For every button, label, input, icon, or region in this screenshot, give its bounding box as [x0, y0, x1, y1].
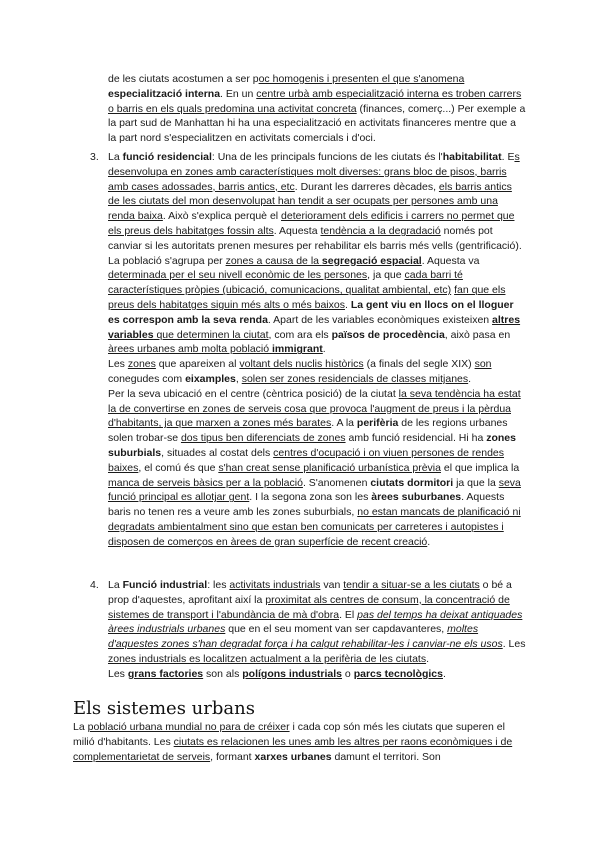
bold-term: altres variables	[108, 313, 521, 341]
bold-term: Funció industrial	[122, 579, 208, 591]
bold-term: grans factories	[127, 667, 204, 680]
list-item-industrial	[90, 578, 526, 682]
text-span: . Això s'explica perquè el	[162, 210, 282, 223]
text-span: només pot canviar si les autoritats prenen mesures per rehabilitar els barris més vells (gentrificació).	[108, 224, 522, 252]
italic-underlined-text: moltes d'aquestes zones s'han degradat força i ha calgut rehabilitar-les i canviar-ne els usos	[108, 623, 503, 651]
text-span: .	[468, 372, 472, 385]
text-span: , el comú és que	[138, 461, 219, 474]
underlined-text: els barris antics de les ciutats del mon desenvolupat han tendit a ser ocupats per persones amb una renda baixa	[108, 180, 512, 223]
text-span: .	[322, 343, 326, 356]
text-span: . Apart de les variables econòmiques existeixen	[267, 313, 493, 326]
text-span: , situades al costat dels	[161, 446, 274, 459]
text-span: : Una de les principals funcions de les ciutats és l'	[211, 151, 443, 163]
text-span: (a finals del segle XIX)	[363, 358, 475, 371]
italic-underlined-text: pas del temps ha deixat antiquades àrees industrials urbanes	[108, 608, 523, 636]
text-span: ,	[235, 372, 242, 385]
text-span: . Durant les darreres dècades,	[294, 180, 439, 193]
underlined-text: cada barri té característiques pròpies (ubicació, comunicacions, qualitat ambiental, etc)	[108, 269, 463, 297]
list-number: 4.	[90, 579, 99, 591]
underlined-text: zones industrials es localitzen actualment a la perifèria de les ciutats	[108, 652, 427, 665]
underlined-text: àrees urbanes amb molta població	[108, 343, 273, 356]
section-heading: Els sistemes urbans	[73, 698, 255, 719]
bold-term: parcs tecnològics	[353, 667, 443, 680]
list-item-residential	[90, 150, 526, 550]
underlined-text: centres d'ocupació i on viuen persones de rendes baixes	[108, 446, 504, 474]
text-span: , això pasa en	[444, 328, 511, 341]
text-span: , com ara els	[268, 328, 332, 341]
underlined-text: manca de serveis bàsics per a la població	[108, 476, 303, 489]
underlined-text: població urbana mundial no para de créixer	[87, 721, 290, 733]
bold-term: immigrant	[272, 343, 323, 356]
text-span: van	[320, 579, 344, 591]
text-span: i cada cop són més les ciutats que superen el milió d'habitants. Les	[73, 721, 505, 748]
list-number: 3.	[90, 151, 99, 163]
bold-term: àrees suburbanes	[371, 491, 462, 504]
text-span: . E	[501, 151, 515, 163]
bold-term: perifèria	[356, 417, 399, 430]
text-span: de les ciutats acostumen a ser p	[108, 73, 259, 85]
text-span: Les	[108, 667, 128, 680]
text-span: . Les	[502, 638, 526, 651]
bold-term: especialització interna	[108, 87, 221, 100]
text-span: , formant	[210, 750, 255, 763]
text-span: amb funció residencial. Hi ha	[345, 432, 487, 445]
underlined-text: tendir a situar-se a les ciutats	[343, 579, 480, 591]
text-span: , ja que	[367, 269, 405, 282]
bold-term: polígons industrials	[242, 667, 343, 680]
bold-term: xarxes urbanes	[254, 750, 332, 763]
intro-paragraph	[108, 72, 526, 146]
text-span: que apareixen al	[155, 358, 240, 371]
underlined-text: s'han creat sense planificació urbanística prèvia	[218, 461, 441, 474]
text-span: .	[442, 667, 446, 680]
text-span: el que implica la	[440, 461, 520, 474]
text-span: . S'anomenen	[302, 476, 371, 489]
text-span: conegudes com	[108, 372, 186, 385]
underlined-text: deteriorament dels edificis i carrers no permet que els preus dels habitatges fossin alts	[108, 210, 515, 237]
underlined-text: la seva tendència ha estat la de convertirse en zones de serveis cosa que provoca l'augment de preus i la pèrdua d'habitants, ja que marxen a zones més barates	[108, 387, 521, 430]
bold-term: funció residencial	[122, 151, 212, 163]
text-span: Per la seva ubicació en el centre (cèntrica posició) de la ciutat	[108, 387, 399, 400]
text-span: . Aquesta	[273, 224, 321, 237]
text-span: ja que la	[453, 476, 499, 489]
text-span: (finances, comerç...) Per exemple a la part sud de Manhattan hi ha una especialització en activitats financeres mentre que a la part nord s'especialitzen en activitats comercials i d'oci.	[108, 102, 526, 145]
underlined-text: zones a causa de la	[225, 254, 322, 267]
underlined-text: no estan mancats de planificació ni degradats ambientalment sino que estan ben comunicats per carreteres i autopistes i disposen de comerços en àrees de gran superfície de recent creació	[108, 506, 521, 548]
bold-term: eixamples	[185, 372, 236, 385]
text-span: .	[426, 652, 430, 665]
text-span: La	[108, 151, 123, 163]
text-span: son als	[203, 667, 243, 680]
text-span: . El	[339, 608, 358, 621]
underlined-text: solen ser zones residencials de classes mitjanes	[241, 372, 469, 385]
underlined-text: oc homogenis i presenten el que s'anomena	[258, 73, 465, 85]
underlined-text: seva funció principal es allotjar gent	[108, 476, 521, 504]
underlined-text: fan que els preus dels habitatges siguin més alts o més baixos	[108, 284, 506, 311]
text-span: . Aquesta va	[421, 254, 480, 267]
text-span: damunt el territori. Son	[331, 750, 441, 763]
text-span: La població s'agrupa per	[108, 254, 226, 267]
bold-term: segregació espacial	[321, 254, 422, 267]
underlined-text: voltant dels nuclis històrics	[239, 358, 364, 371]
text-span: . A la	[331, 417, 357, 430]
underlined-text: que determinen la ciutat	[153, 328, 269, 341]
underlined-text: proximitat als centres de consum, la concentració de sistemes de transport i l'abundància de mà d'obra	[108, 593, 510, 621]
text-span: que en el seu moment van ser capdavanteres,	[225, 623, 448, 636]
text-span: : les	[207, 579, 230, 591]
underlined-text: zones	[127, 358, 156, 371]
underlined-text: tendència a la degradació	[320, 224, 441, 237]
bold-term: La gent viu en llocs on el lloguer es correspon amb la seva renda	[108, 298, 514, 326]
underlined-text: ciutats es relacionen les unes amb les altres per raons econòmiques i de complementarietat de serveis	[73, 735, 513, 763]
text-span: . En un	[220, 87, 257, 100]
underlined-text: determinada per el seu nivell econòmic de les persones	[108, 269, 368, 282]
underlined-text: dos tipus ben diferenciats de zones	[180, 432, 346, 445]
text-span: .	[344, 298, 351, 311]
text-span: de les regions urbanes solen trobar-se	[108, 417, 508, 445]
section-paragraph	[73, 720, 528, 764]
text-span: La	[108, 579, 123, 591]
underlined-text: s desenvolupa en zones amb característiques molt diverses: grans bloc de pisos, barris amb cases adossades, barris antics, etc	[108, 151, 520, 193]
bold-term: ciutats dormitori	[370, 476, 454, 489]
underlined-text: centre urbà amb especialització interna es troben carrers o barris en els quals predomina una activitat concreta	[108, 87, 522, 115]
text-span: Les	[108, 358, 128, 371]
bold-term: zones suburbials	[108, 432, 516, 459]
text-span: o bé a prop d'aquestes, aprofitant així la	[108, 579, 512, 606]
bold-term: països de procedència	[331, 328, 445, 341]
underlined-text: activitats industrials	[229, 579, 321, 591]
text-span: . I la segona zona son les	[249, 491, 372, 504]
bold-term: habitabilitat	[442, 151, 502, 163]
text-span: o	[342, 667, 354, 680]
text-span: La	[73, 721, 88, 733]
underlined-text: son	[474, 358, 492, 371]
text-span: . Aquests baris no tenen res a veure amb les zones suburbials,	[108, 491, 505, 519]
text-span: .	[427, 535, 431, 548]
